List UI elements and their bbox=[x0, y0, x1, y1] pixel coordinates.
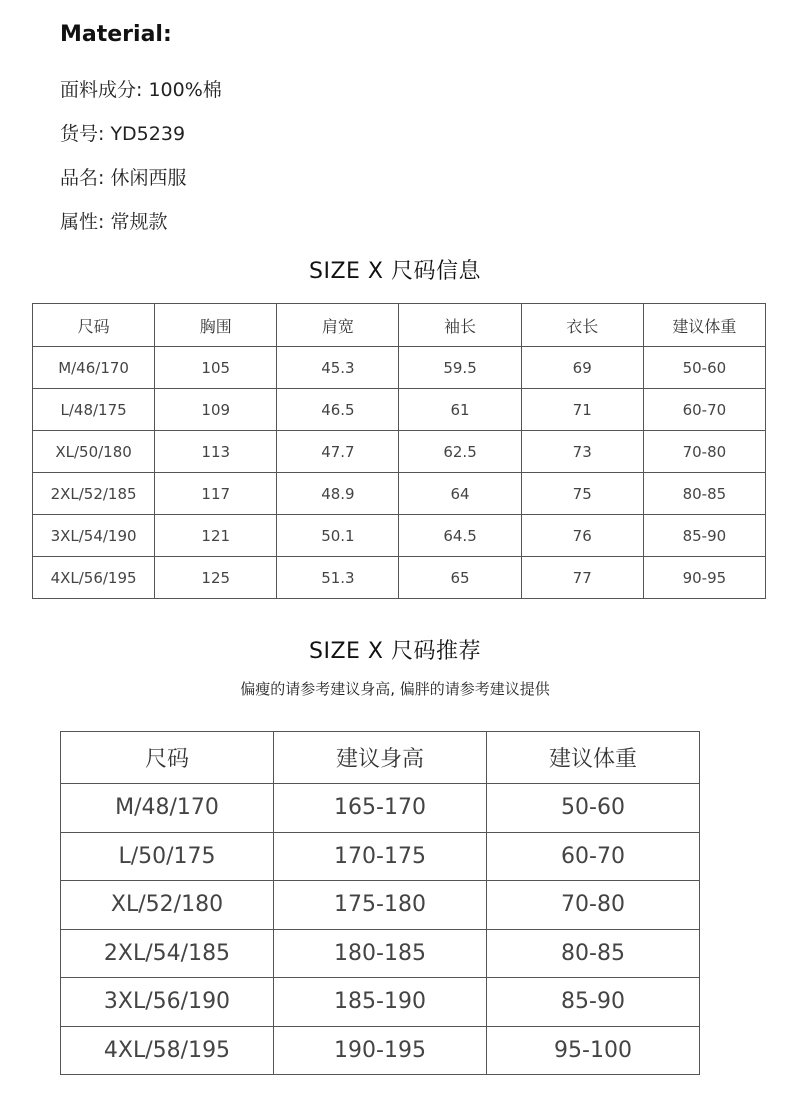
cell-length: 77 bbox=[521, 557, 643, 599]
cell-size: M/46/170 bbox=[33, 347, 155, 389]
table-row bbox=[33, 389, 766, 431]
cell-weight: 50-60 bbox=[487, 784, 700, 833]
cell-height: 165-170 bbox=[274, 784, 487, 833]
cell-size: 4XL/58/195 bbox=[61, 1026, 274, 1075]
cell-sleeve: 65 bbox=[399, 557, 521, 599]
cell-weight: 80-85 bbox=[487, 929, 700, 978]
cell-weight: 95-100 bbox=[487, 1026, 700, 1075]
cell-weight: 85-90 bbox=[643, 515, 765, 557]
header-size: 尺码 bbox=[33, 304, 155, 347]
cell-height: 180-185 bbox=[274, 929, 487, 978]
header-weight: 建议体重 bbox=[643, 304, 765, 347]
cell-chest: 121 bbox=[155, 515, 277, 557]
table-row bbox=[33, 347, 766, 389]
cell-size: 2XL/52/185 bbox=[33, 473, 155, 515]
header-size: 尺码 bbox=[61, 732, 274, 784]
cell-sleeve: 62.5 bbox=[399, 431, 521, 473]
cell-length: 76 bbox=[521, 515, 643, 557]
cell-sleeve: 64.5 bbox=[399, 515, 521, 557]
material-title: Material: bbox=[60, 22, 172, 47]
cell-size: L/50/175 bbox=[61, 832, 274, 881]
cell-chest: 105 bbox=[155, 347, 277, 389]
cell-weight: 90-95 bbox=[643, 557, 765, 599]
table-row bbox=[33, 431, 766, 473]
cell-size: M/48/170 bbox=[61, 784, 274, 833]
cell-shoulder: 48.9 bbox=[277, 473, 399, 515]
cell-size: 4XL/56/195 bbox=[33, 557, 155, 599]
size-recommend-header-row bbox=[61, 732, 700, 784]
cell-height: 175-180 bbox=[274, 881, 487, 930]
table-row bbox=[61, 978, 700, 1027]
table-row bbox=[61, 881, 700, 930]
size-info-header-row bbox=[33, 304, 766, 347]
cell-size: 3XL/54/190 bbox=[33, 515, 155, 557]
fabric-composition: 面料成分: 100%棉 bbox=[60, 79, 222, 101]
header-length: 衣长 bbox=[521, 304, 643, 347]
header-chest: 胸围 bbox=[155, 304, 277, 347]
cell-weight: 50-60 bbox=[643, 347, 765, 389]
table-row bbox=[33, 515, 766, 557]
table-row bbox=[33, 557, 766, 599]
cell-weight: 60-70 bbox=[487, 832, 700, 881]
cell-weight: 80-85 bbox=[643, 473, 765, 515]
cell-shoulder: 45.3 bbox=[277, 347, 399, 389]
size-recommend-title: SIZE X 尺码推荐 bbox=[309, 639, 481, 664]
cell-weight: 70-80 bbox=[643, 431, 765, 473]
cell-size: L/48/175 bbox=[33, 389, 155, 431]
cell-shoulder: 50.1 bbox=[277, 515, 399, 557]
cell-height: 190-195 bbox=[274, 1026, 487, 1075]
cell-chest: 109 bbox=[155, 389, 277, 431]
cell-height: 170-175 bbox=[274, 832, 487, 881]
product-name: 品名: 休闲西服 bbox=[60, 167, 187, 189]
table-row bbox=[61, 1026, 700, 1075]
header-sleeve: 袖长 bbox=[399, 304, 521, 347]
size-recommend-table bbox=[60, 731, 700, 1075]
cell-chest: 113 bbox=[155, 431, 277, 473]
cell-chest: 117 bbox=[155, 473, 277, 515]
item-number: 货号: YD5239 bbox=[60, 123, 186, 145]
cell-weight: 85-90 bbox=[487, 978, 700, 1027]
table-row bbox=[61, 832, 700, 881]
cell-shoulder: 46.5 bbox=[277, 389, 399, 431]
cell-length: 71 bbox=[521, 389, 643, 431]
table-row bbox=[61, 929, 700, 978]
cell-weight: 60-70 bbox=[643, 389, 765, 431]
header-shoulder: 肩宽 bbox=[277, 304, 399, 347]
table-row bbox=[61, 784, 700, 833]
cell-shoulder: 47.7 bbox=[277, 431, 399, 473]
table-row bbox=[33, 473, 766, 515]
cell-length: 69 bbox=[521, 347, 643, 389]
cell-weight: 70-80 bbox=[487, 881, 700, 930]
size-recommend-subtitle: 偏瘦的请参考建议身高, 偏胖的请参考建议提供 bbox=[240, 680, 550, 698]
header-weight: 建议体重 bbox=[487, 732, 700, 784]
cell-size: XL/52/180 bbox=[61, 881, 274, 930]
cell-length: 75 bbox=[521, 473, 643, 515]
product-attribute: 属性: 常规款 bbox=[60, 211, 168, 233]
cell-sleeve: 64 bbox=[399, 473, 521, 515]
cell-size: 3XL/56/190 bbox=[61, 978, 274, 1027]
cell-size: XL/50/180 bbox=[33, 431, 155, 473]
cell-length: 73 bbox=[521, 431, 643, 473]
cell-shoulder: 51.3 bbox=[277, 557, 399, 599]
size-info-table bbox=[32, 303, 766, 599]
cell-height: 185-190 bbox=[274, 978, 487, 1027]
size-info-title: SIZE X 尺码信息 bbox=[309, 259, 481, 284]
header-height: 建议身高 bbox=[274, 732, 487, 784]
cell-size: 2XL/54/185 bbox=[61, 929, 274, 978]
cell-sleeve: 59.5 bbox=[399, 347, 521, 389]
cell-chest: 125 bbox=[155, 557, 277, 599]
cell-sleeve: 61 bbox=[399, 389, 521, 431]
